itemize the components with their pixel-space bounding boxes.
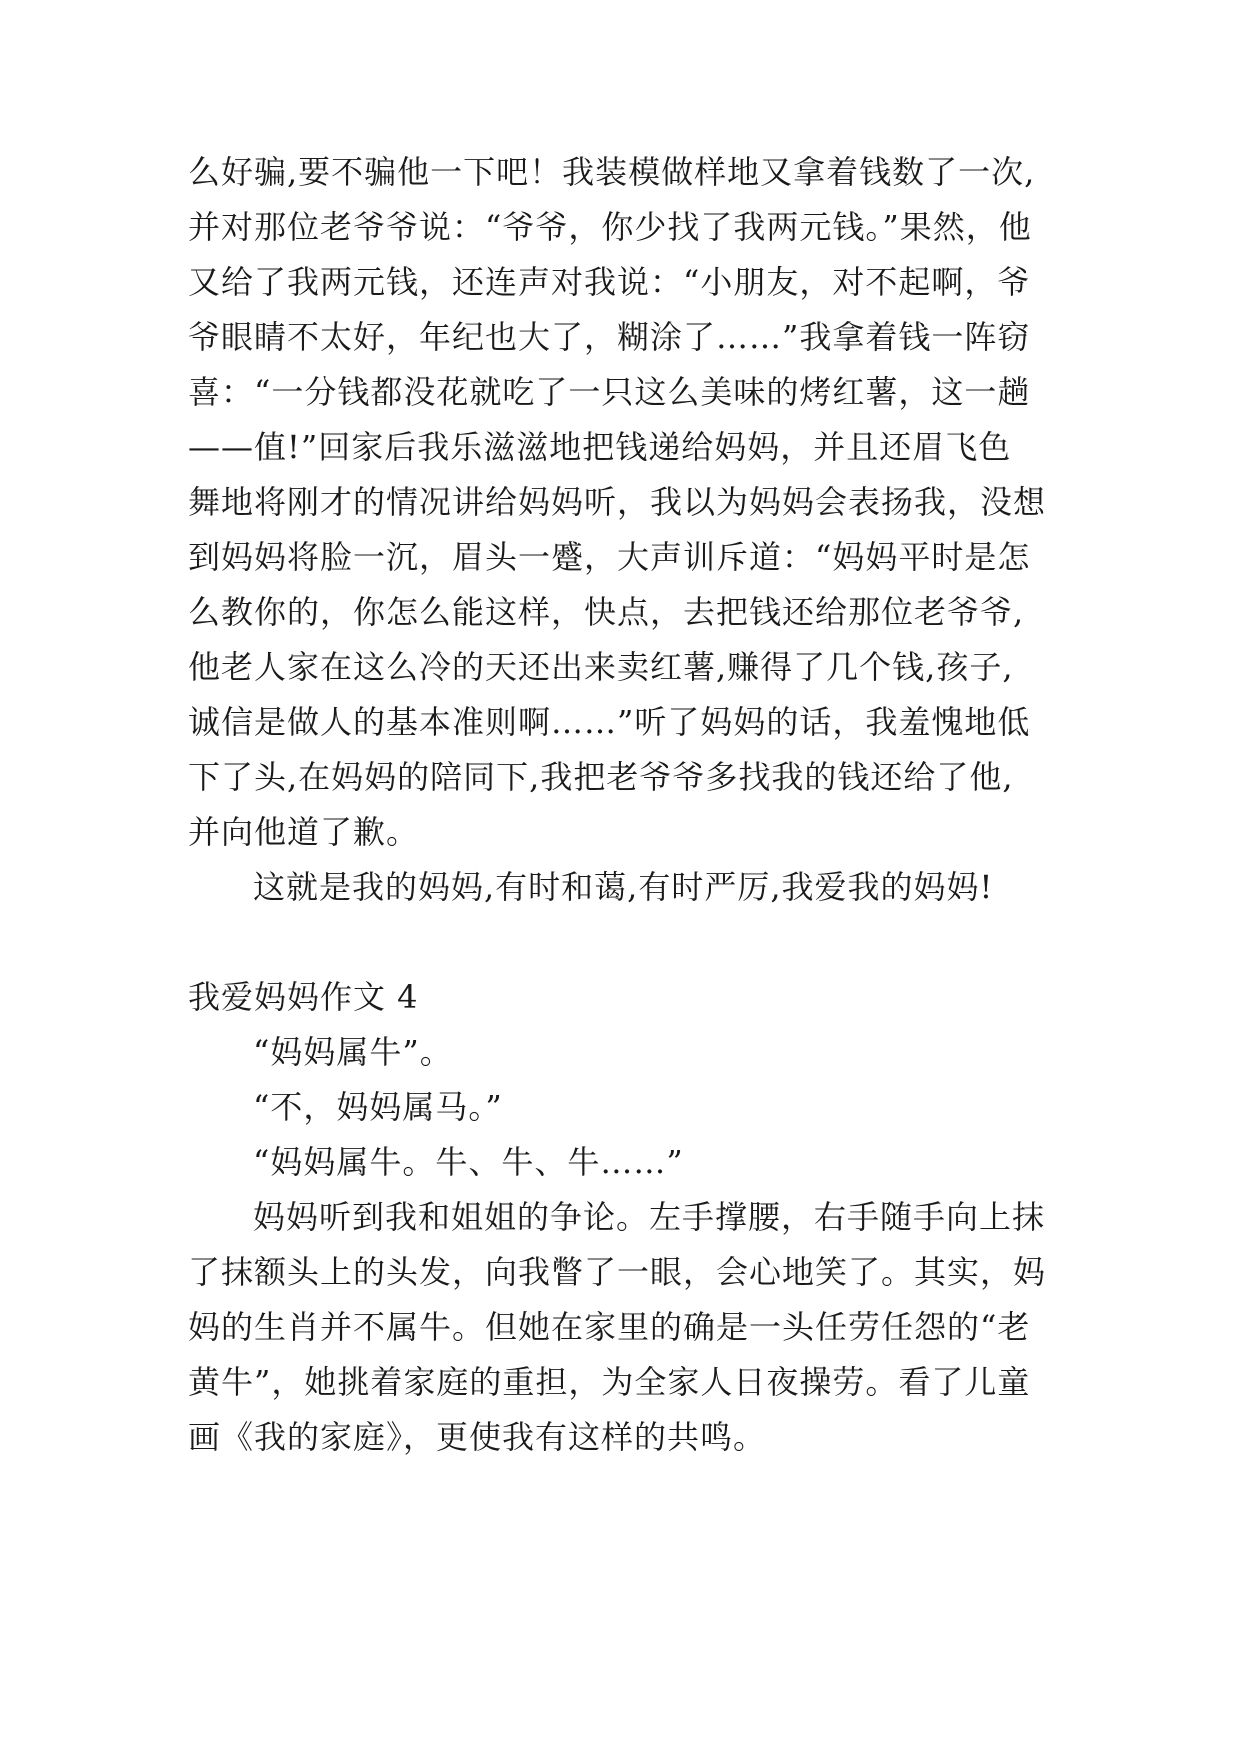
text-line: 么好骗,要不骗他一下吧！我装模做样地又拿着钱数了一次,	[188, 153, 1036, 191]
paragraph-line: 这就是我的妈妈,有时和蔼,有时严厉,我爱我的妈妈!	[253, 868, 994, 906]
text-line: 又给了我两元钱，还连声对我说：“小朋友，对不起啊，爷	[188, 263, 1031, 301]
text-line: 诚信是做人的基本准则啊……”听了妈妈的话，我羞愧地低	[188, 703, 1031, 741]
section-heading: 我爱妈妈作文 4	[188, 978, 419, 1016]
text-line: 喜：“一分钱都没花就吃了一只这么美味的烤红薯，这一趟	[188, 373, 1031, 411]
text-line: ——值!”回家后我乐滋滋地把钱递给妈妈，并且还眉飞色	[188, 428, 1012, 466]
text-line: 他老人家在这么冷的天还出来卖红薯,赚得了几个钱,孩子,	[188, 648, 1014, 686]
text-line: 了抹额头上的头发，向我瞥了一眼，会心地笑了。其实，妈	[188, 1253, 1047, 1291]
dialogue-line: “妈妈属牛。牛、牛、牛……”	[253, 1143, 684, 1181]
text-line: 么教你的，你怎么能这样，快点，去把钱还给那位老爷爷,	[188, 593, 1025, 631]
text-line: 爷眼睛不太好，年纪也大了，糊涂了……”我拿着钱一阵窃	[188, 318, 1031, 356]
paragraph-line: 妈妈听到我和姐姐的争论。左手撑腰，右手随手向上抹	[253, 1198, 1046, 1236]
dialogue-line: “不，妈妈属马。”	[253, 1088, 503, 1126]
text-line: 并对那位老爷爷说：“爷爷，你少找了我两元钱。”果然，他	[188, 208, 1032, 246]
text-line: 画《我的家庭》，更使我有这样的共鸣。	[188, 1418, 767, 1456]
text-line: 黄牛”，她挑着家庭的重担，为全家人日夜操劳。看了儿童	[188, 1363, 1031, 1401]
dialogue-line: “妈妈属牛”。	[253, 1033, 453, 1071]
text-line: 舞地将刚才的情况讲给妈妈听，我以为妈妈会表扬我，没想	[188, 483, 1047, 521]
text-line: 妈的生肖并不属牛。但她在家里的确是一头任劳任怨的“老	[188, 1308, 1031, 1346]
text-line: 下了头,在妈妈的陪同下,我把老爷爷多找我的钱还给了他,	[188, 758, 1014, 796]
text-line: 并向他道了歉。	[188, 813, 420, 851]
text-line: 到妈妈将脸一沉，眉头一蹙，大声训斥道：“妈妈平时是怎	[188, 538, 1031, 576]
